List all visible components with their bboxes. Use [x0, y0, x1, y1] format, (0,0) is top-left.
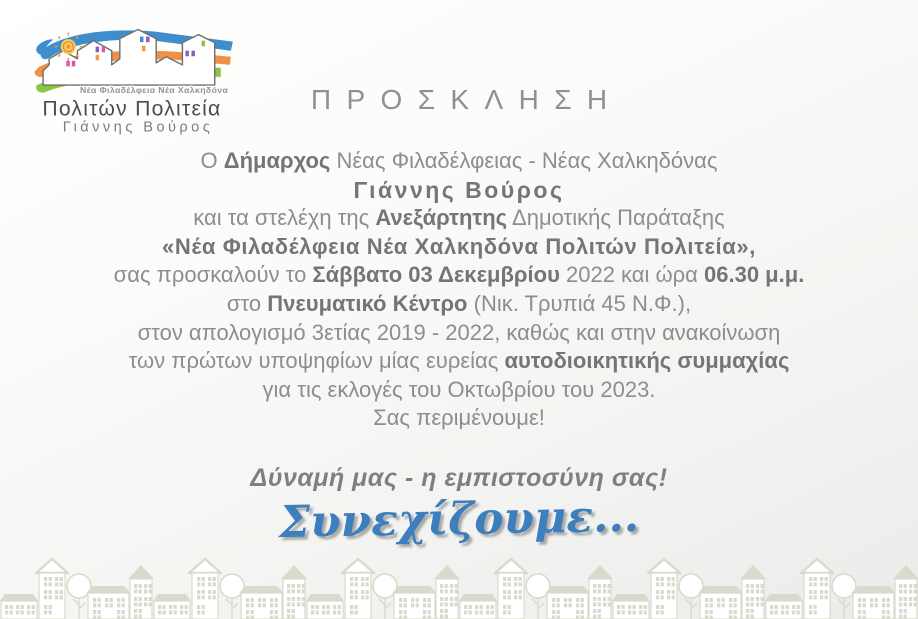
invitation-text-bold: Πνευματικό Κέντρο	[267, 290, 468, 316]
invitation-line	[0, 290, 918, 319]
invitation-line	[0, 233, 918, 262]
invitation-line	[0, 347, 918, 376]
invitation-text: και τα στελέχη της	[193, 205, 376, 231]
logo-party-name: Πολιτών Πολιτεία	[42, 97, 222, 121]
party-logo	[33, 24, 245, 136]
invitation-line	[0, 404, 918, 433]
invitation-text: Ο	[200, 148, 224, 173]
invitation-text-bold: Δήμαρχος	[223, 148, 331, 173]
invitation-text: για τις εκλογές του Οκτωβρίου του 2023.	[262, 376, 656, 402]
invitation-text: 2022 και ώρα	[559, 262, 705, 288]
invitation-lines	[0, 147, 918, 433]
invitation-text-bold: 06.30 μ.μ.	[704, 262, 805, 288]
invitation-text-bold: αυτοδιοικητικής συμμαχίας	[504, 348, 790, 374]
houses-border-decoration	[0, 557, 918, 619]
invitation-title: ΠΡΟΣΚΛΗΣΗ	[310, 84, 623, 115]
invitation-line	[0, 376, 918, 405]
invitation-line	[0, 261, 918, 290]
invitation-text: σας προσκαλούν το	[113, 262, 313, 288]
invitation-text: Νέας Φιλαδέλφειας - Νέας Χαλκηδόνας	[330, 148, 718, 173]
invitation-line	[0, 176, 918, 205]
invitation-text: στον απολογισμό 3ετίας 2019 - 2022, καθώς και στην ανακοίνωση	[137, 319, 781, 345]
party-logo-artwork	[33, 24, 245, 136]
logo-tagline: Νέα Φιλαδέλφεια Νέα Χαλκηδόνα	[80, 85, 229, 96]
invitation-line	[0, 147, 918, 176]
invitation-text: Δημοτικής Παράταξης	[507, 205, 725, 231]
signature-script: Συνεχίζουμε...	[278, 490, 640, 549]
invitation-line	[0, 319, 918, 348]
invitation-text-bold: Σάββατο 03 Δεκεμβρίου	[312, 262, 560, 288]
invitation-text: στο	[226, 290, 268, 316]
invitation-text: των πρώτων υποψηφίων μίας ευρείας	[128, 348, 505, 374]
invitation-text: (Νικ. Τρυπιά 45 Ν.Φ.),	[467, 290, 692, 316]
invitation-text-bold: Ανεξάρτητης	[375, 205, 508, 231]
invitation-text-bold: Γιάννης Βούρος	[353, 176, 565, 203]
slogan: Δύναμή μας - η εμπιστοσύνη σας!	[250, 464, 668, 492]
invitation-text-bold: «Νέα Φιλαδέλφεια Νέα Χαλκηδόνα Πολιτών Πολιτεία»,	[162, 233, 756, 259]
logo-leader-name: Γιάννης Βούρος	[62, 119, 214, 136]
invitation-line	[0, 204, 918, 233]
invitation-text: Σας περιμένουμε!	[373, 405, 545, 431]
